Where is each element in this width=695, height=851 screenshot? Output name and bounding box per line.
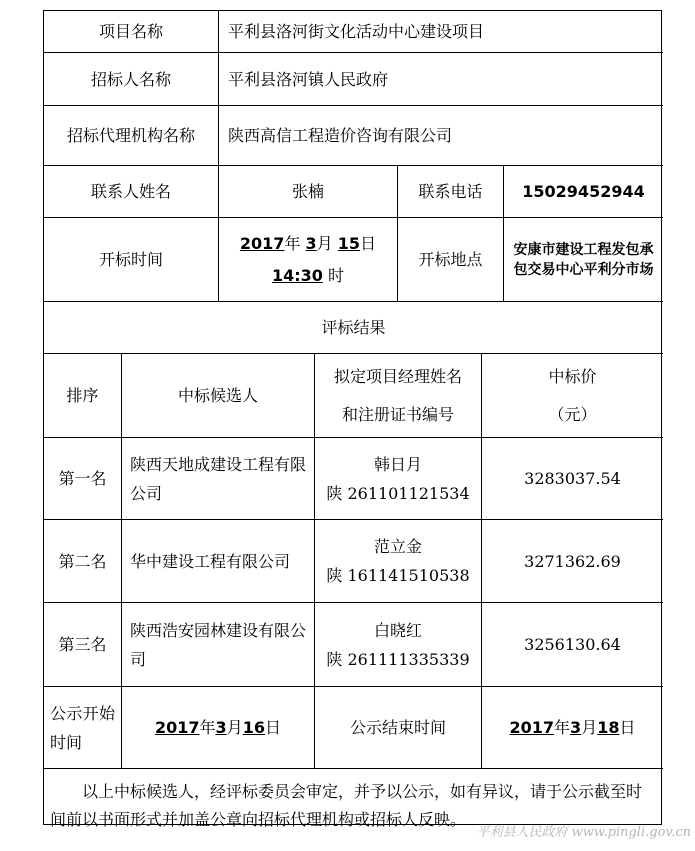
publicity-start-label: 公示开始时间	[50, 703, 115, 752]
candidate-cell: 华中建设工程有限公司	[130, 551, 291, 571]
end-year: 2017	[509, 718, 555, 737]
price-header-line2: （元）	[548, 404, 597, 424]
opening-clock	[272, 260, 344, 292]
day-unit: 日	[264, 718, 281, 737]
publicity-end-value	[482, 687, 663, 768]
manager-cell	[315, 438, 481, 519]
opening-place-value: 安康市建设工程发包承包交易中心平利分市场	[513, 241, 654, 278]
publicity-start-value	[122, 687, 314, 768]
clock-unit: 时	[328, 265, 345, 285]
start-day: 16	[242, 718, 265, 737]
rank-cell: 第二名	[58, 551, 107, 571]
rank-header: 排序	[66, 386, 99, 405]
manager-cert: 陕 261111335339	[326, 649, 470, 669]
contact-name-value: 张楠	[291, 182, 324, 201]
start-year: 2017	[155, 718, 200, 737]
row-divider	[44, 768, 663, 769]
year-unit: 年	[554, 718, 571, 737]
year-unit: 年	[284, 233, 301, 253]
price-cell: 3271362.69	[524, 551, 621, 571]
day-unit: 日	[360, 233, 377, 253]
opening-day: 15	[337, 233, 361, 253]
day-unit: 日	[619, 718, 636, 737]
rank-cell: 第三名	[58, 635, 107, 654]
year-unit: 年	[199, 718, 216, 737]
opening-date	[240, 228, 376, 260]
project-name-value: 平利县洛河街文化活动中心建设项目	[228, 22, 485, 41]
bid-result-table	[43, 10, 662, 829]
candidate-header: 中标候选人	[177, 386, 258, 405]
manager-name: 白晓红	[373, 620, 422, 640]
contact-phone-value: 15029452944	[522, 182, 645, 201]
manager-cert: 陕 161141510538	[326, 566, 470, 585]
agency-label: 招标代理机构名称	[66, 126, 195, 145]
tenderer-value: 平利县洛河镇人民政府	[228, 69, 389, 89]
opening-month: 3	[305, 233, 317, 253]
candidate-cell: 陕西天地成建设工程有限公司	[130, 454, 307, 503]
manager-header-line2: 和注册证书编号	[341, 404, 454, 424]
end-day: 18	[597, 718, 620, 737]
rank-cell: 第一名	[58, 469, 107, 488]
publicity-end-label: 公示结束时间	[349, 718, 446, 737]
month-unit: 月	[226, 718, 243, 737]
tenderer-label: 招标人名称	[90, 69, 171, 89]
candidate-cell: 陕西浩安园林建设有限公司	[130, 620, 307, 669]
manager-header-line1: 拟定项目经理姓名	[333, 366, 462, 386]
watermark: 平利县人民政府 www.pingli.gov.cn	[476, 825, 691, 840]
opening-time-label: 开标时间	[98, 250, 163, 269]
contact-phone-label: 联系电话	[418, 182, 483, 201]
manager-header	[315, 354, 481, 437]
manager-cell	[315, 603, 481, 686]
opening-clock-value: 14:30	[271, 265, 323, 285]
project-name-label: 项目名称	[98, 22, 163, 41]
price-cell: 3256130.64	[524, 635, 621, 654]
manager-name: 韩日月	[373, 454, 422, 474]
manager-cert: 陕 261101121534	[326, 483, 470, 503]
agency-value: 陕西高信工程造价咨询有限公司	[228, 126, 453, 145]
price-header	[482, 354, 663, 437]
opening-time-value	[219, 218, 397, 301]
result-title: 评标结果	[321, 318, 386, 337]
contact-name-label: 联系人姓名	[90, 182, 171, 201]
start-month: 3	[215, 718, 227, 737]
price-cell: 3283037.54	[524, 469, 621, 488]
manager-name: 范立金	[373, 537, 422, 556]
month-unit: 月	[581, 718, 598, 737]
opening-year: 2017	[239, 233, 285, 253]
publicity-note: 以上中标候选人，经评标委员会审定，并予以公示，如有异议，请于公示截至时间前以书面形式并加盖公章向招标代理机构或招标人反映。	[50, 782, 643, 829]
month-unit: 月	[316, 233, 333, 253]
manager-cell	[315, 520, 481, 602]
price-header-line1: 中标价	[548, 366, 597, 386]
opening-place-label: 开标地点	[418, 250, 483, 269]
end-month: 3	[570, 718, 582, 737]
